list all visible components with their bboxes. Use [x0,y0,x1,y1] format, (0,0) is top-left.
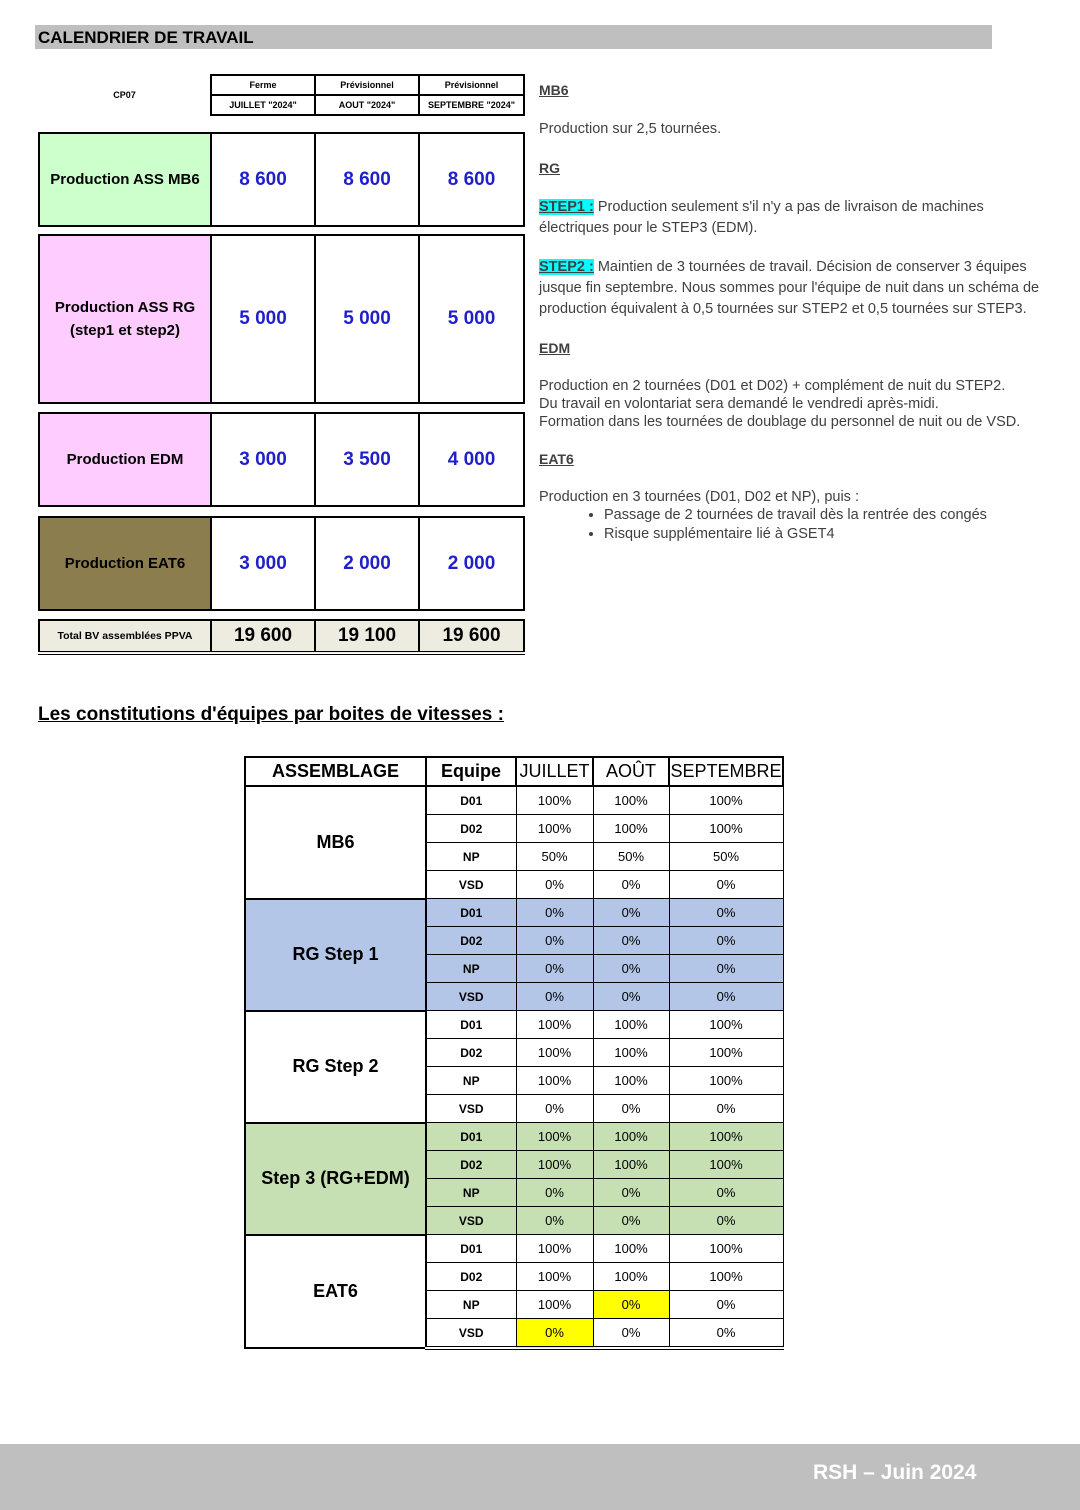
table-header-row [245,757,783,786]
step1-note [539,197,1054,239]
percent-cell: 0% [669,1095,783,1123]
header-juillet: JUILLET [516,757,593,786]
table-row [245,899,783,927]
row-label: Production ASS MB6 [39,133,211,226]
row-label: Production ASS RG (step1 et step2) [39,235,211,403]
percent-cell: 0% [669,871,783,899]
notes-panel [539,80,1054,544]
table-row [245,1011,783,1039]
edm-line: Production en 2 tournées (D01 et D02) + complément de nuit du STEP2. [539,378,1006,394]
eat6-heading: EAT6 [539,451,574,467]
percent-cell: 0% [516,1179,593,1207]
percent-cell: 100% [669,1067,783,1095]
col-status-aout: Prévisionnel [315,75,419,95]
percent-cell: 0% [593,871,669,899]
table-row [245,1235,783,1263]
percent-cell: 0% [516,955,593,983]
row-value: 8 600 [315,133,419,226]
percent-cell: 0% [516,1095,593,1123]
percent-cell: 0% [669,955,783,983]
percent-cell: 0% [516,899,593,927]
percent-cell: 50% [593,843,669,871]
equipe-cell: NP [426,1067,516,1095]
mb6-text: Production sur 2,5 tournées. [539,121,722,137]
percent-cell: 0% [669,899,783,927]
equipe-cell: D02 [426,1039,516,1067]
percent-cell: 0% [593,927,669,955]
percent-cell: 0% [516,983,593,1011]
header-equipe: Equipe [426,757,516,786]
list-item: • Passage de 2 tournées de travail dès la rentrée des congés [604,506,1054,525]
col-month-aout: AOUT "2024" [315,95,419,115]
percent-cell: 100% [516,1067,593,1095]
group-name: RG Step 2 [245,1011,426,1123]
total-value: 19 600 [211,620,315,653]
code-label: CP07 [113,90,136,100]
equipe-cell: VSD [426,1319,516,1349]
percent-cell: 100% [516,1235,593,1263]
percent-cell: 50% [669,843,783,871]
percent-cell: 100% [669,786,783,815]
total-value: 19 600 [419,620,524,653]
row-value: 3 000 [211,413,315,506]
percent-cell: 100% [593,1011,669,1039]
equipe-cell: VSD [426,1095,516,1123]
percent-cell: 100% [516,786,593,815]
row-rg [39,235,524,403]
edm-text [539,377,1054,431]
percent-cell: 100% [669,1039,783,1067]
header-assemblage: ASSEMBLAGE [245,757,426,786]
col-month-juillet: JUILLET "2024" [211,95,315,115]
percent-cell: 0% [516,1319,593,1349]
percent-cell: 100% [593,1039,669,1067]
col-month-septembre: SEPTEMBRE "2024" [419,95,524,115]
percent-cell: 0% [516,871,593,899]
row-value: 5 000 [315,235,419,403]
equipe-cell: NP [426,843,516,871]
step1-text: Production seulement s'il n'y a pas de livraison de machines électriques pour le STEP3 (EDM). [539,199,984,236]
step2-text: Maintien de 3 tournées de travail. Décision de conserver 3 équipes jusque fin septembre. Nous sommes pour l'équipe de nuit dans un schéma de production équivalent à 0,5 tournées sur STEP2 et 0,5 tournées sur STEP3. [539,259,1040,317]
percent-cell: 100% [516,1039,593,1067]
header-septembre: SEPTEMBRE [669,757,783,786]
row-label: Production EDM [39,413,211,506]
row-label: Production EAT6 [39,517,211,610]
percent-cell: 0% [593,983,669,1011]
row-mb6 [39,133,524,226]
edm-line: Formation dans les tournées de doublage du personnel de nuit ou de VSD. [539,414,1021,430]
row-value: 4 000 [419,413,524,506]
percent-cell: 0% [669,927,783,955]
percent-cell: 0% [669,1319,783,1349]
percent-cell: 0% [593,1095,669,1123]
group-name: RG Step 1 [245,899,426,1011]
percent-cell: 100% [593,1263,669,1291]
percent-cell: 0% [593,1179,669,1207]
equipe-cell: VSD [426,983,516,1011]
eat6-text: Production en 3 tournées (D01, D02 et NP), puis : [539,489,859,505]
row-edm [39,413,524,506]
equipe-cell: D01 [426,1235,516,1263]
group-name: Step 3 (RG+EDM) [245,1123,426,1235]
table-row [245,786,783,815]
rg-heading: RG [539,160,560,176]
percent-cell: 100% [669,1123,783,1151]
edm-line: Du travail en volontariat sera demandé le vendredi après-midi. [539,396,939,412]
row-value: 5 000 [419,235,524,403]
header-aout: AOÛT [593,757,669,786]
equipe-cell: D01 [426,899,516,927]
equipe-cell: NP [426,1179,516,1207]
percent-cell: 100% [669,1235,783,1263]
equipe-cell: NP [426,1291,516,1319]
edm-heading: EDM [539,340,571,356]
percent-cell: 100% [516,1291,593,1319]
equipe-cell: D01 [426,1123,516,1151]
percent-cell: 100% [669,1263,783,1291]
group-name: EAT6 [245,1235,426,1349]
row-total [39,620,524,653]
percent-cell: 0% [593,955,669,983]
percent-cell: 0% [516,927,593,955]
percent-cell: 100% [593,786,669,815]
teams-table [244,756,784,1350]
page-title: CALENDRIER DE TRAVAIL [35,25,992,49]
percent-cell: 0% [669,1207,783,1235]
equipe-cell: NP [426,955,516,983]
production-table [38,74,525,655]
percent-cell: 100% [516,1151,593,1179]
row-value: 2 000 [419,517,524,610]
percent-cell: 100% [593,1067,669,1095]
row-value: 5 000 [211,235,315,403]
percent-cell: 100% [516,1011,593,1039]
percent-cell: 100% [516,1123,593,1151]
percent-cell: 0% [593,1319,669,1349]
eat6-bullets [539,506,1054,544]
percent-cell: 100% [516,1263,593,1291]
percent-cell: 100% [516,815,593,843]
percent-cell: 0% [669,983,783,1011]
group-name: MB6 [245,786,426,899]
percent-cell: 100% [669,1151,783,1179]
percent-cell: 100% [669,1011,783,1039]
percent-cell: 100% [593,1235,669,1263]
list-item: • Risque supplémentaire lié à GSET4 [604,525,1054,544]
percent-cell: 100% [593,1151,669,1179]
step2-note [539,257,1054,320]
percent-cell: 0% [669,1179,783,1207]
row-value: 3 500 [315,413,419,506]
step2-tag: STEP2 : [539,259,594,275]
total-value: 19 100 [315,620,419,653]
percent-cell: 0% [593,899,669,927]
equipe-cell: D01 [426,1011,516,1039]
equipe-cell: D01 [426,786,516,815]
percent-cell: 100% [593,815,669,843]
row-value: 3 000 [211,517,315,610]
percent-cell: 100% [669,815,783,843]
percent-cell: 50% [516,843,593,871]
percent-cell: 0% [593,1207,669,1235]
equipe-cell: D02 [426,1151,516,1179]
mb6-heading: MB6 [539,82,569,98]
equipe-cell: D02 [426,927,516,955]
teams-title: Les constitutions d'équipes par boites de vitesses : [38,704,504,725]
footer-text: RSH – Juin 2024 [813,1461,977,1484]
table-row [245,1123,783,1151]
row-value: 2 000 [315,517,419,610]
equipe-cell: VSD [426,871,516,899]
step1-tag: STEP1 : [539,199,594,215]
footer [0,1444,1080,1510]
percent-cell: 0% [593,1291,669,1319]
equipe-cell: VSD [426,1207,516,1235]
row-value: 8 600 [419,133,524,226]
percent-cell: 100% [593,1123,669,1151]
equipe-cell: D02 [426,815,516,843]
row-value: 8 600 [211,133,315,226]
equipe-cell: D02 [426,1263,516,1291]
row-eat6 [39,517,524,610]
percent-cell: 0% [669,1291,783,1319]
col-status-septembre: Prévisionnel [419,75,524,95]
total-label: Total BV assemblées PPVA [39,620,211,653]
percent-cell: 0% [516,1207,593,1235]
col-status-juillet: Ferme [211,75,315,95]
